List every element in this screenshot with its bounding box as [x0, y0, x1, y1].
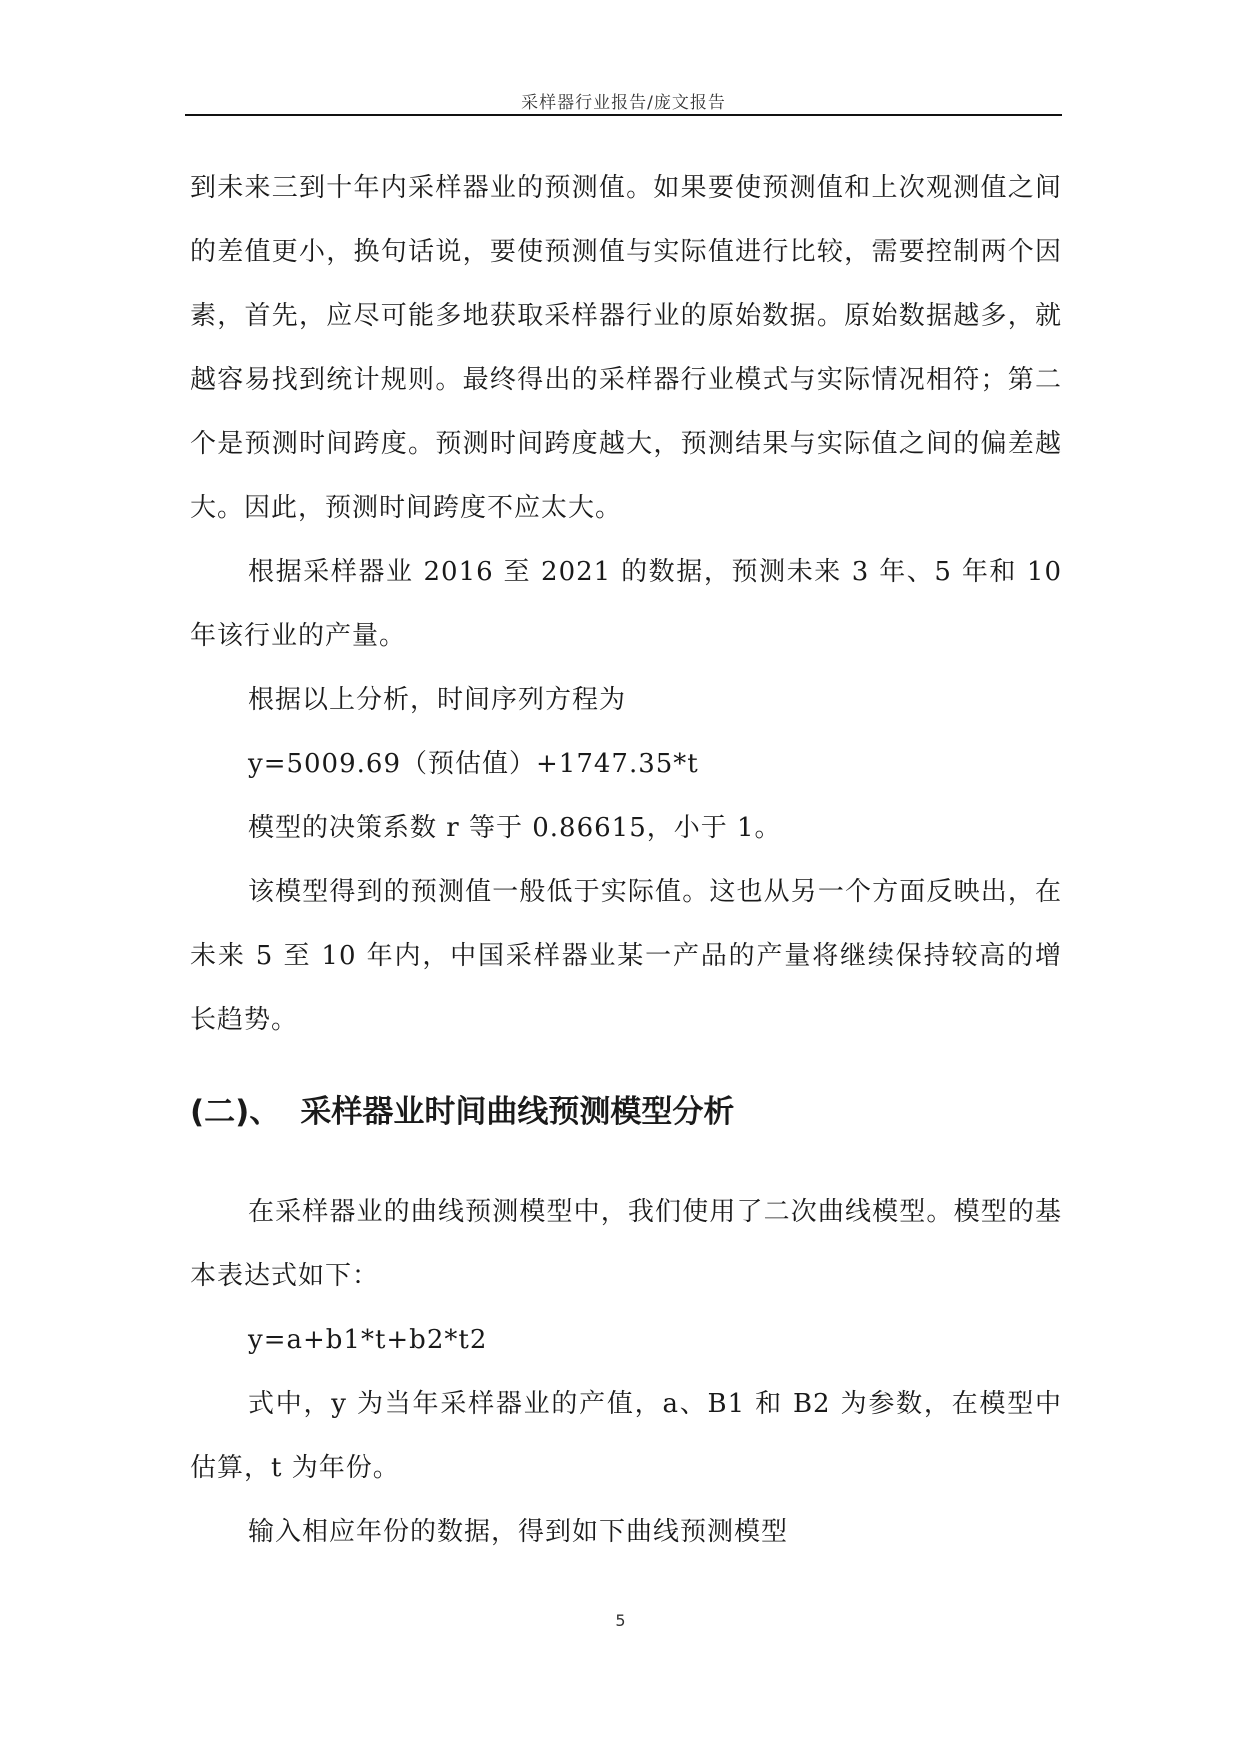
page-header: 采样器行业报告/庞文报告: [521, 93, 726, 113]
body-paragraph: 在采样器业的曲线预测模型中，我们使用了二次曲线模型。模型的基本表达式如下：: [190, 1197, 1062, 1291]
section-title: 采样器业时间曲线预测模型分析: [300, 1094, 735, 1130]
body-paragraph: 根据以上分析，时间序列方程为: [248, 685, 627, 715]
section-heading: [190, 1088, 1062, 1136]
equation-line: y=5009.69（预估值）+1747.35*t: [248, 749, 699, 779]
document-body: [190, 156, 1062, 1564]
body-paragraph: 到未来三到十年内采样器业的预测值。如果要使预测值和上次观测值之间的差值更小，换句话说，要使预测值与实际值进行比较，需要控制两个因素，首先，应尽可能多地获取采样器行业的原始数据。原始数据越多，就越容易找到统计规则。最终得出的采样器行业模式与实际情况相符；第二个是预测时间跨度。预测时间跨度越大，预测结果与实际值之间的偏差越大。因此，预测时间跨度不应太大。: [190, 173, 1062, 523]
body-paragraph: 模型的决策系数 r 等于 0.86615，小于 1。: [248, 813, 782, 843]
body-paragraph: 式中，y 为当年采样器业的产值，a、B1 和 B2 为参数，在模型中估算，t 为年份。: [190, 1389, 1062, 1483]
body-paragraph: 根据采样器业 2016 至 2021 的数据，预测未来 3 年、5 年和 10 年该行业的产量。: [190, 557, 1062, 651]
section-number: (二)、: [190, 1094, 281, 1130]
body-paragraph: 输入相应年份的数据，得到如下曲线预测模型: [248, 1517, 789, 1547]
page-number: 5: [615, 1611, 626, 1630]
body-paragraph: 该模型得到的预测值一般低于实际值。这也从另一个方面反映出，在未来 5 至 10 年内，中国采样器业某一产品的产量将继续保持较高的增长趋势。: [190, 877, 1062, 1035]
equation-line: y=a+b1*t+b2*t2: [248, 1325, 488, 1355]
header-divider: [185, 114, 1062, 116]
